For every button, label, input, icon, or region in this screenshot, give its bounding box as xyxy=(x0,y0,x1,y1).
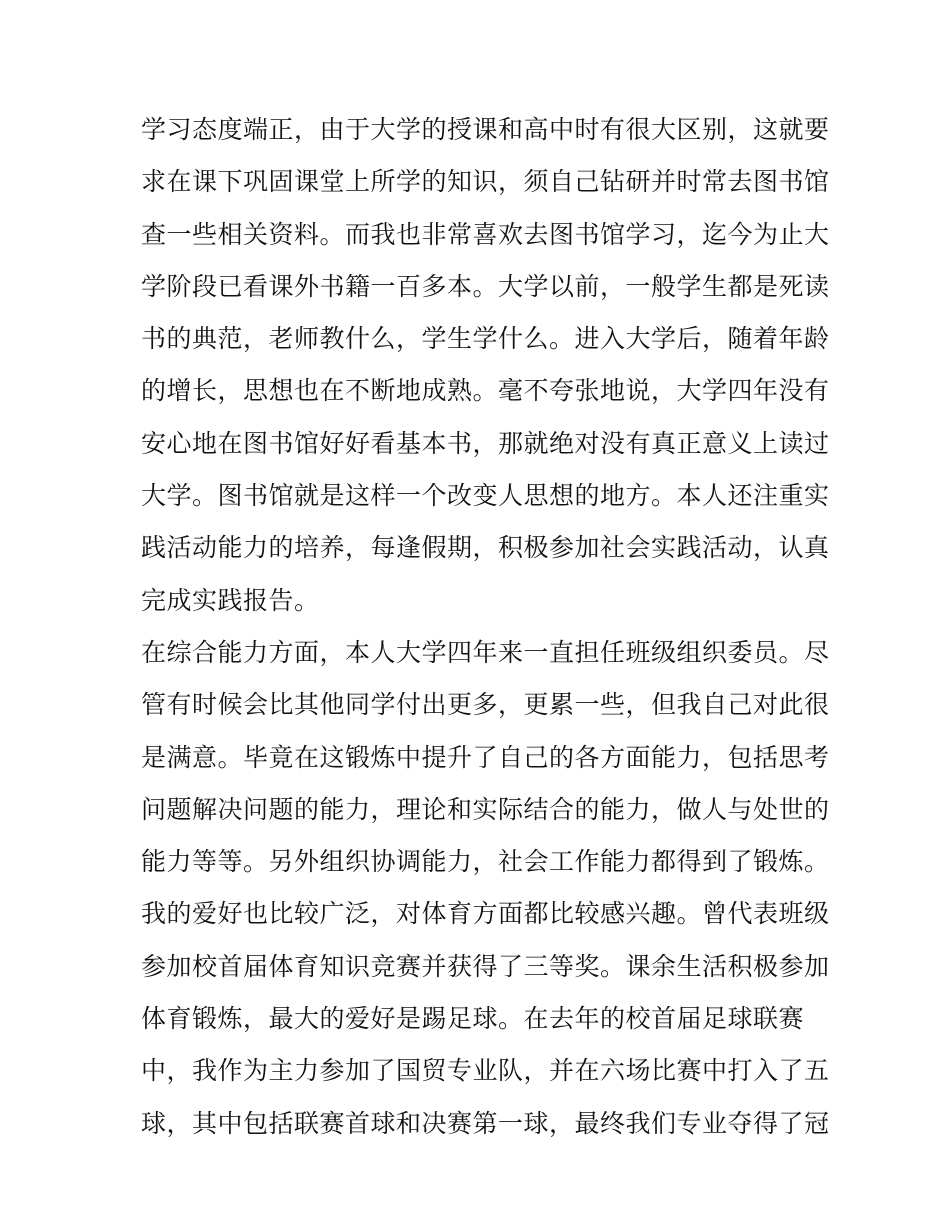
text-line: 查一些相关资料。而我也非常喜欢去图书馆学习，迄今为止大 xyxy=(141,219,830,249)
text-line: 践活动能力的培养，每逢假期，积极参加社会实践活动，认真 xyxy=(141,533,830,563)
body-text xyxy=(141,108,830,1154)
text-line: 书的典范，老师教什么，学生学什么。进入大学后，随着年龄 xyxy=(141,324,830,354)
text-line: 能力等等。另外组织协调能力，社会工作能力都得到了锻炼。 xyxy=(141,847,830,877)
text-line: 完成实践报告。 xyxy=(141,585,320,615)
text-line: 中，我作为主力参加了国贸专业队，并在六场比赛中打入了五 xyxy=(141,1056,830,1086)
text-line: 学阶段已看课外书籍一百多本。大学以前，一般学生都是死读 xyxy=(141,271,830,301)
text-line: 安心地在图书馆好好看基本书，那就绝对没有真正意义上读过 xyxy=(141,428,830,458)
text-line: 球，其中包括联赛首球和决赛第一球，最终我们专业夺得了冠 xyxy=(141,1108,830,1138)
text-line: 我的爱好也比较广泛，对体育方面都比较感兴趣。曾代表班级 xyxy=(141,899,830,929)
text-line: 的增长，思想也在不断地成熟。毫不夸张地说，大学四年没有 xyxy=(141,376,830,406)
text-line: 是满意。毕竟在这锻炼中提升了自己的各方面能力，包括思考 xyxy=(141,742,830,772)
text-line: 体育锻炼，最大的爱好是踢足球。在去年的校首届足球联赛 xyxy=(141,1004,805,1034)
text-line: 参加校首届体育知识竞赛并获得了三等奖。课余生活积极参加 xyxy=(141,951,830,981)
text-line: 在综合能力方面，本人大学四年来一直担任班级组织委员。尽 xyxy=(141,637,830,667)
text-line: 管有时候会比其他同学付出更多，更累一些，但我自己对此很 xyxy=(141,690,830,720)
text-line: 学习态度端正，由于大学的授课和高中时有很大区别，这就要 xyxy=(141,115,830,144)
text-line: 大学。图书馆就是这样一个改变人思想的地方。本人还注重实 xyxy=(141,481,830,511)
text-line: 求在课下巩固课堂上所学的知识，须自己钻研并时常去图书馆 xyxy=(141,167,830,197)
text-line: 问题解决问题的能力，理论和实际结合的能力，做人与处世的 xyxy=(141,794,830,824)
